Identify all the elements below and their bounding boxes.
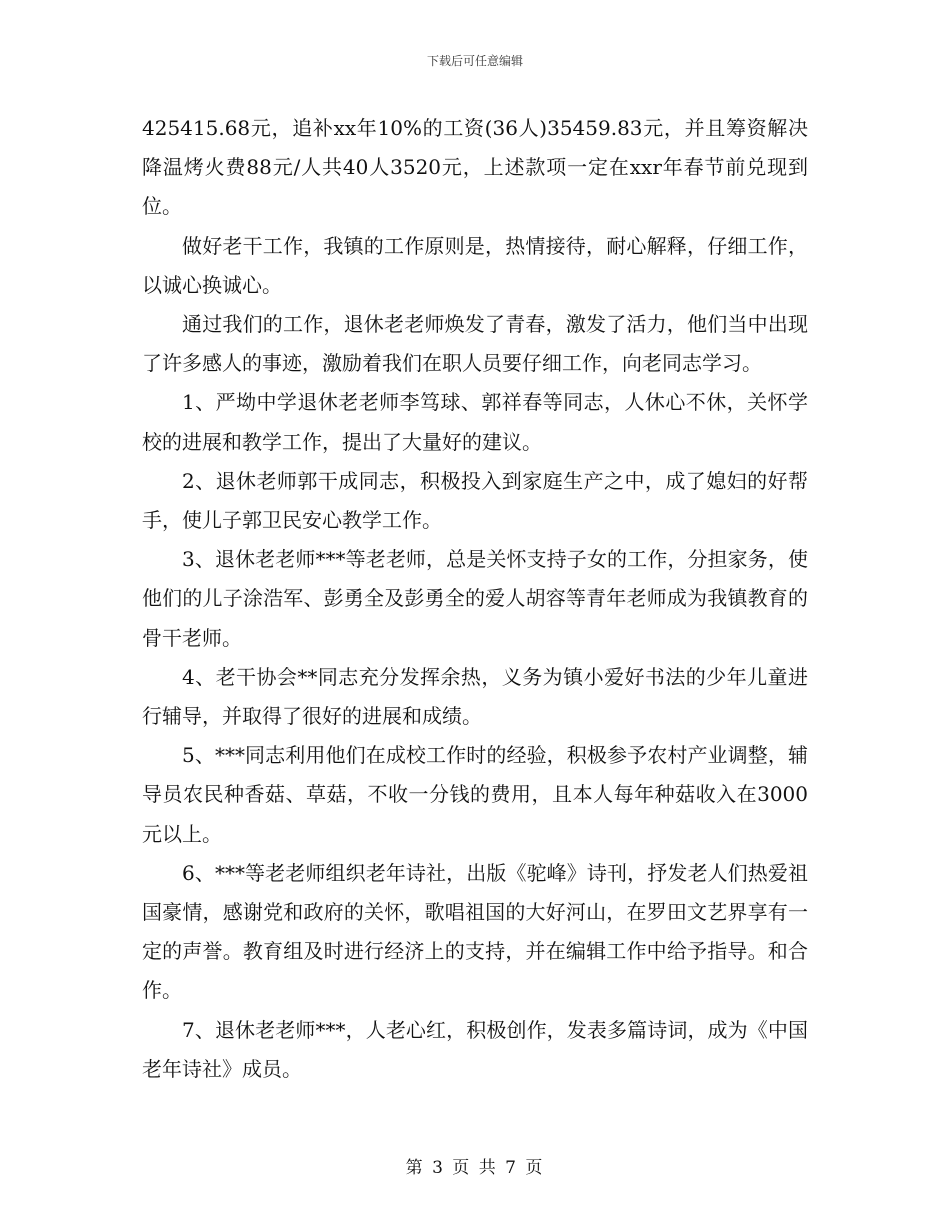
document-body xyxy=(142,109,808,1089)
paragraph-item-4: 4、老干协会**同志充分发挥余热，义务为镇小爱好书法的少年儿童进行辅导，并取得了很好的进展和成绩。 xyxy=(142,664,808,729)
paragraph-item-6: 6、***等老老师组织老年诗社，出版《驼峰》诗刊，抒发老人们热爱祖国豪情，感谢党和政府的关怀，歌唱祖国的大好河山，在罗田文艺界享有一定的声誉。教育组及时进行经济上的支持，并在编辑工作中给予指导。和合作。 xyxy=(142,860,808,1003)
page-number-footer: 第 3 页 共 7 页 xyxy=(405,1158,545,1178)
paragraph-item-7: 7、退休老老师***，人老心红，积极创作，发表多篇诗词，成为《中国老年诗社》成员。 xyxy=(142,1017,808,1081)
paragraph-work-principle: 做好老干工作，我镇的工作原则是，热情接待，耐心解释，仔细工作，以诚心换诚心。 xyxy=(142,233,808,297)
paragraph-item-3: 3、退休老老师***等老老师，总是关怀支持子女的工作，分担家务，使他们的儿子涂浩军、彭勇全及彭勇全的爱人胡容等青年老师成为我镇教育的骨干老师。 xyxy=(142,547,808,650)
paragraph-item-1: 1、严坳中学退休老老师李笃球、郭祥春等同志，人休心不休，关怀学校的进展和教学工作，提出了大量好的建议。 xyxy=(142,390,808,454)
paragraph-intro-deeds: 通过我们的工作，退休老老师焕发了青春，激发了活力，他们当中出现了许多感人的事迹，激励着我们在职人员要仔细工作，向老同志学习。 xyxy=(142,312,808,376)
paragraph-item-2: 2、退休老师郭干成同志，积极投入到家庭生产之中，成了媳妇的好帮手，使儿子郭卫民安心教学工作。 xyxy=(142,468,808,533)
paragraph-continuation: 425415.68元，追补xx年10%的工资(36人)35459.83元，并且筹资解决降温烤火费88元/人共40人3520元，上述款项一定在xxr年春节前兑现到位。 xyxy=(142,116,808,219)
paragraph-item-5: 5、***同志利用他们在成校工作时的经验，积极参予农村产业调整，辅导员农民种香菇、草菇，不收一分钱的费用，且本人每年种菇收入在3000元以上。 xyxy=(142,743,808,846)
page-header: 下载后可任意编辑 xyxy=(426,54,523,68)
